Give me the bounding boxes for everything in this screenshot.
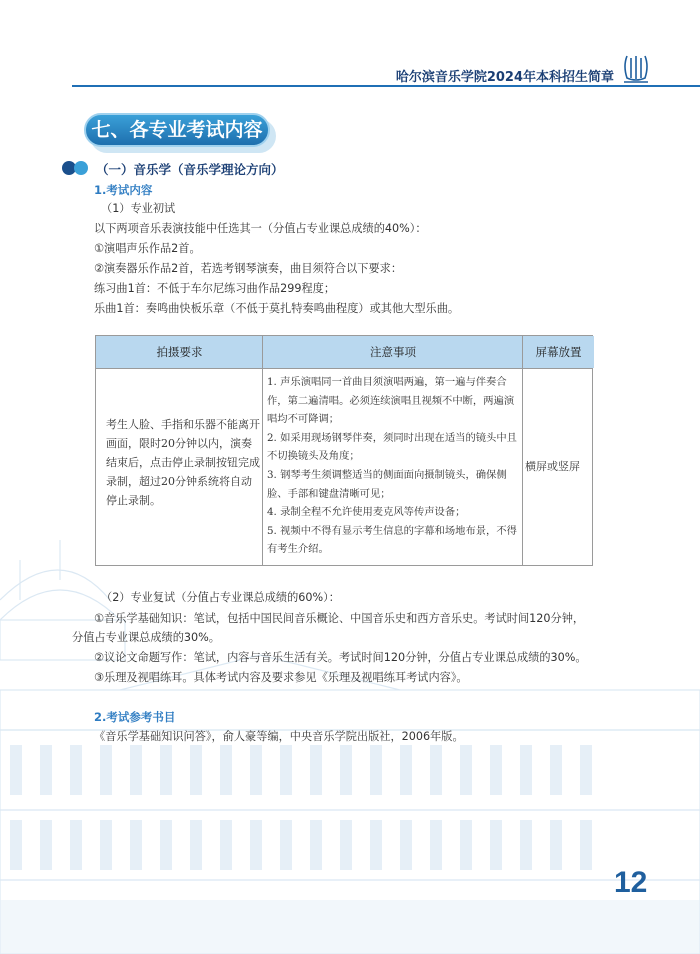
table-divider: [522, 336, 523, 565]
page-number: 12: [614, 866, 648, 899]
table-header-cell: 注意事项: [263, 336, 523, 368]
exam-line: 以下两项音乐表演技能中任选其一（分值占专业课总成绩的40%）：: [94, 222, 427, 235]
preliminary-label: （1）专业初试: [101, 202, 176, 215]
exam-line: ①演唱声乐作品2首。: [94, 242, 201, 255]
note-item: 1. 声乐演唱同一首曲目须演唱两遍，第一遍与伴奏合作，第二遍清唱。必须连续演唱且视频不中断，两遍演唱均不可降调；: [267, 376, 515, 426]
note-item: 4. 录制全程不允许使用麦克风等传声设备；: [267, 506, 466, 519]
table-header-cell: 屏幕放置: [523, 336, 594, 368]
retest-item: ③乐理及视唱练耳。具体考试内容及要求参见《乐理及视唱练耳考试内容》。: [94, 671, 468, 684]
exam-content-heading: 1.考试内容: [94, 183, 153, 197]
table-header-cell: 拍摄要求: [96, 336, 263, 368]
retest-label: （2）专业复试（分值占专业课总成绩的60%）：: [101, 591, 340, 604]
note-item: 2. 如采用现场钢琴伴奏，须同时出现在适当的镜头中且不切换镜头及角度；: [267, 431, 517, 463]
table-divider: [96, 368, 592, 369]
note-item: 3. 钢琴考生须调整适当的侧面面向摄制镜头，确保侧脸、手部和键盘清晰可见；: [267, 468, 507, 500]
table-cell-shooting-requirements: 考生人脸、手指和乐器不能离开画面，限时20分钟以内，演奏结束后，点击停止录制按钮完成录制，超过20分钟系统将自动停止录制。: [106, 418, 260, 507]
section-title: 七、各专业考试内容: [84, 113, 270, 147]
reference-item: 《音乐学基础知识问答》，俞人豪等编，中央音乐学院出版社，2006年版。: [94, 730, 464, 743]
table-divider: [262, 336, 263, 565]
retest-item: ②议论文命题写作：笔试，内容与音乐生活有关。考试时间120分钟，分值占专业课总成绩的30%。: [94, 651, 587, 664]
table-cell-notes: [267, 373, 521, 559]
header-title: 哈尔滨音乐学院2024年本科招生简章: [395, 70, 614, 85]
recording-requirements-table: [95, 335, 593, 566]
exam-line: ②演奏器乐作品2首，若选考钢琴演奏，曲目须符合以下要求：: [94, 262, 403, 275]
retest-item: ①音乐学基础知识：笔试，包括中国民间音乐概论、中国音乐史和西方音乐史。考试时间120分钟，: [94, 612, 585, 625]
subsection-heading: （一）音乐学（音乐学理论方向）: [96, 162, 284, 177]
note-item: 5. 视频中不得有显示考生信息的字幕和场地布景，不得有考生介绍。: [267, 524, 517, 556]
harp-logo-icon: [621, 52, 651, 84]
table-cell-screen-orientation: 横屏或竖屏: [525, 460, 580, 473]
exam-line: 练习曲1首：不低于车尔尼练习曲作品299程度；: [94, 282, 336, 295]
double-dot-icon: [61, 160, 93, 176]
retest-item-continued: 分值占专业课总成绩的30%。: [72, 631, 220, 644]
references-heading: 2.考试参考书目: [94, 710, 176, 724]
exam-line: 乐曲1首：奏鸣曲快板乐章（不低于莫扎特奏鸣曲程度）或其他大型乐曲。: [94, 302, 460, 315]
header-rule: [72, 85, 700, 87]
